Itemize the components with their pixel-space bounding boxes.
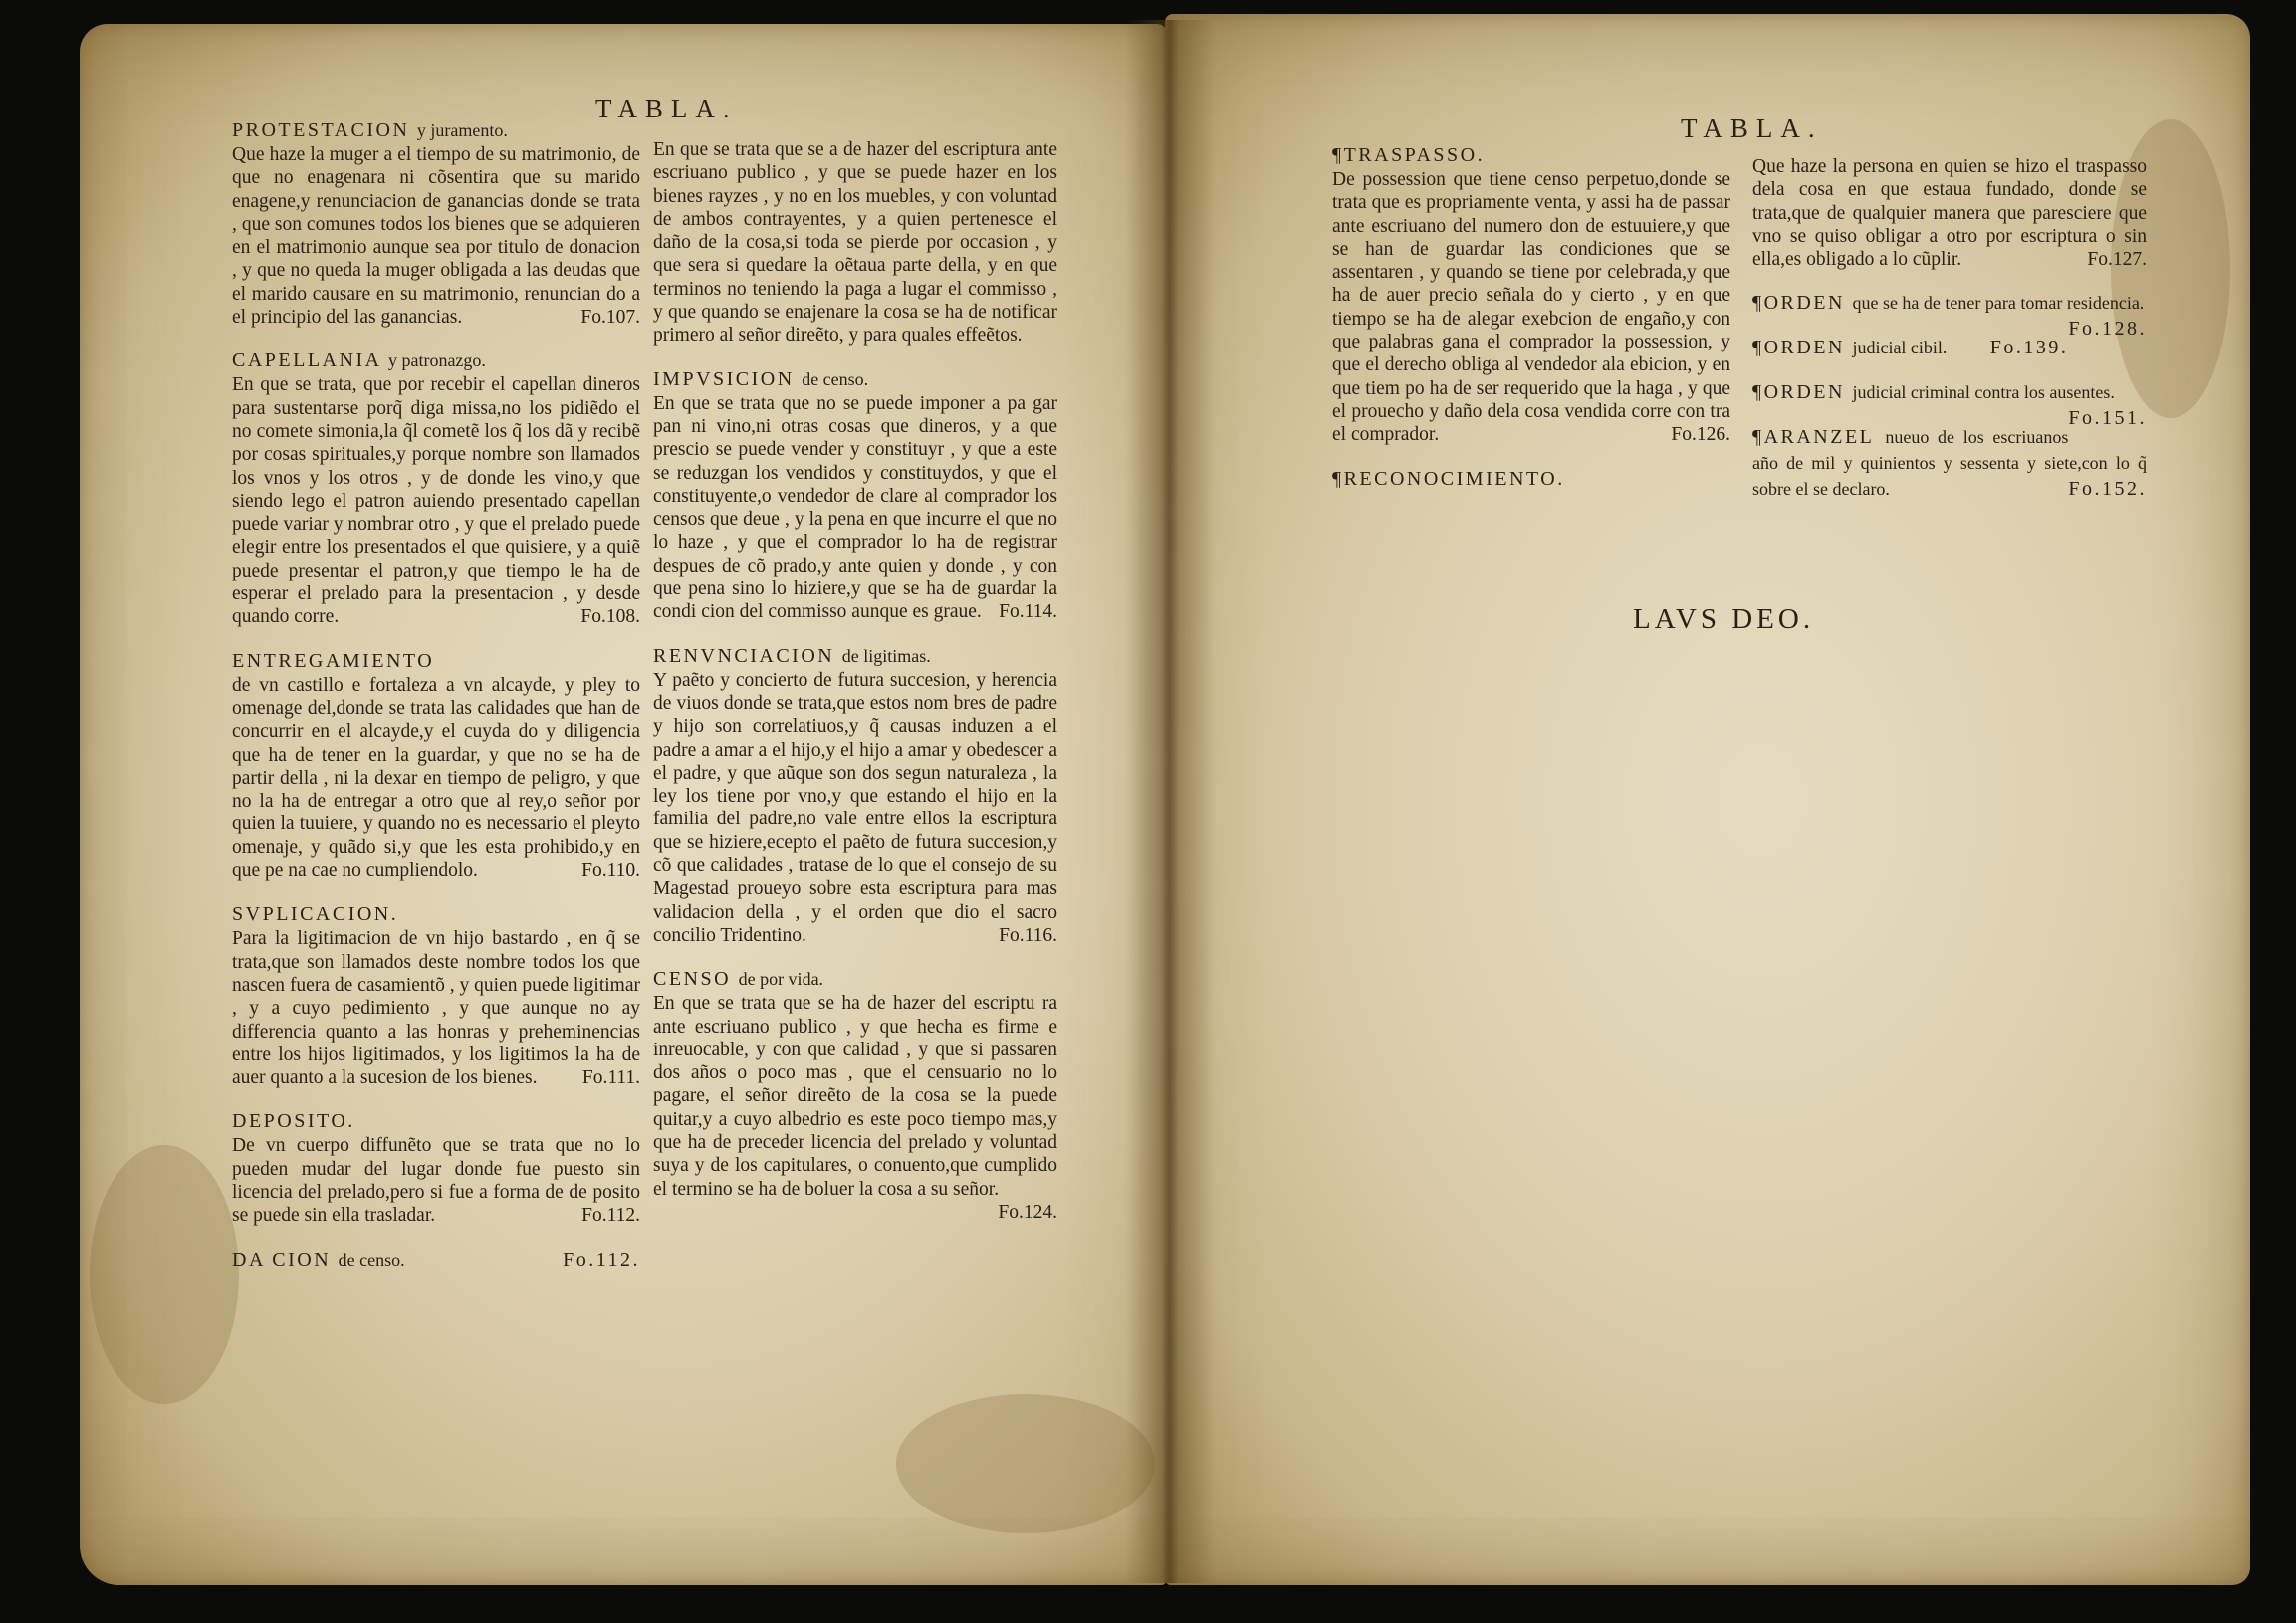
entry-heading [1332,466,1730,492]
entry-body: En que se trata que no se puede imponer a pa gar pan ni vino,ni otras cosas que dineros, y a que prescio se puede vender y constituyr , y que a este se reduzgan los vendidos y constituydos, y que el constituyente,o vendedor de clare al comprador los censos que deue , y la pena en que incurre el que no lo haze , y que el comprador lo ha de registrar despues de cõ prado,y ante quien y donde , y con que pena sino lo hiziere,y que se ha de guardar la condi cion del commisso aunque es graue. [653,392,1057,623]
age-stain [896,1394,1155,1533]
folio-reference: Fo.139. [1989,337,2069,359]
entry-text [1332,168,1730,447]
entry-title: ¶ORDEN [1752,381,1845,404]
folio-reference: Fo.111. [581,1067,640,1089]
entry-heading [232,1108,640,1134]
index-entry [232,901,640,1089]
entry-subtitle: de ligitimas. [841,645,931,666]
book-gutter [1125,20,1215,1583]
index-entry [232,1108,640,1227]
left-column-2 [653,138,1057,1224]
entry-text [232,143,640,329]
entry-title: ENTREGAMIENTO [232,649,435,672]
entry-heading [232,117,640,143]
folio-reference: Fo.107. [580,307,640,329]
entry-title: DEPOSITO. [232,1110,355,1133]
right-column-1 [1332,142,1730,511]
entry-text [232,927,640,1089]
index-entry [232,348,640,628]
entry-body: De possession que tiene censo perpetuo,donde se trata que es propriamente venta, y assi ha de passar ante escriuano del numero don de estuuiere,y que se han de guardar las condiciones que se assentaren , y quando se tiene por celebrada,y que ha de auer precio señala do y cierto , y en que tiempo se ha de alegar exebcion de engaño,y con que palabras gana el comprador la possession, y que el derecho obliga al vendedor ala ebicion, y en que tiem po ha de ser requerido que la haga , y que el prouecho y daño dela cosa vendida corre con tra el comprador. [1332,169,1730,446]
entry-subtitle: y patronazgo. [387,350,486,371]
entry-text [653,138,1057,348]
entry-heading [232,348,640,373]
entry-text [232,1134,640,1227]
entry-body: Para la ligitimacion de vn hijo bastardo , en q̃ se trata,que son llamados deste nombre todos los que nascen fuera de casamientõ , y quien puede ligitimar , y a cuyo pedimiento , y que aunque no ay differencia quanto a las honras y preheminencias entre los hijos ligitimados, y los ligitimos la ha de auer quanto a la sucesion de los bienes. [232,928,640,1089]
entry-heading [232,901,640,927]
entry-title: ¶TRASPASSO. [1332,144,1486,166]
index-entry [232,648,640,883]
entry-text [653,392,1057,624]
entry-text [653,669,1057,948]
entry-subtitle: de por vida. [738,969,824,990]
index-entry [1752,155,2147,271]
entry-title: ¶ORDEN [1752,292,1845,315]
index-entry [1752,290,2147,341]
left-column-1 [232,117,640,1291]
folio-reference: Fo.127. [2087,249,2147,271]
entry-heading [653,966,1057,992]
entry-title: ¶RECONOCIMIENTO. [1332,467,1565,490]
entry-subtitle: judicial criminal contra los ausentes. [1852,382,2115,403]
folio-reference: Fo.116. [999,924,1057,946]
age-stain [90,1145,239,1404]
folio-reference: Fo.112. [563,1248,640,1271]
entry-title: RENVNCIACION [653,644,835,667]
left-page-header: TABLA. [595,94,738,123]
index-entry [653,366,1057,624]
entry-text [232,674,640,883]
entry-text [232,373,640,628]
index-entry [232,1247,640,1273]
entry-subtitle: judicial cibil. [1852,338,1948,358]
index-entry [1332,142,1730,447]
entry-title: ¶ARANZEL [1752,426,1874,449]
index-entry [1752,379,2147,430]
entry-title: PROTESTACION [232,119,410,141]
folio-reference: Fo.151. [2068,407,2147,430]
entry-heading [232,1247,640,1273]
entry-subtitle: que se ha de tener para tomar residencia. [1852,293,2145,314]
entry-title: SVPLICACION. [232,903,399,926]
entry-heading [1752,424,2147,502]
entry-heading [232,648,640,674]
folio-reference: Fo.152. [2068,478,2147,501]
entry-subtitle: y juramento. [416,120,508,140]
entry-body: Y paẽto y concierto de futura succesion, y herencia de viuos donde se trata,que estos nom bres de padre y hijo son correlatiuos,y q̃ causas induzen a el padre a amar a el hijo,y el hijo a amar y obedescer a el padre, y que aũque son dos segun naturaleza , la ley los tiene por vno,y que estando el hijo en la familia del padre,no vale entre ellos la escriptura que se hiziere,ecepto el paẽto de futura succesion,y cõ que calidades , tratase de lo que el consejo de su Magestad proueyo sobre esta escriptura para mas validacion della , y el orden que dio el sacro concilio Tridentino. [653,669,1057,946]
right-column-2 [1752,155,2147,521]
entry-heading [1332,142,1730,168]
entry-title: IMPVSICION [653,367,795,390]
entry-body: De vn cuerpo diffunẽto que se trata que no lo pueden mudar del lugar donde fue puesto sin licencia del prelado,pero si fue a forma de de posito se puede sin ella trasladar. [232,1135,640,1227]
closing-laus-deo: LAVS DEO. [1633,603,1815,635]
folio-reference: Fo.110. [581,860,640,882]
entry-body: Que haze la muger a el tiempo de su matrimonio, de que no enagenara ni cõsentira que su marido enagene,y renunciacion de ganancias donde se trata , que son comunes todos los bienes que se adquieren en el matrimonio aunque sea por titulo de donacion , y que no queda la muger obligada a las deudas que el marido causare en su matrimonio, renuncian do a el principio del las ganancias. [232,144,640,329]
folio-reference: Fo.112. [581,1205,640,1227]
folio-reference: Fo.108. [580,606,640,628]
entry-title: ¶ORDEN [1752,337,1845,359]
folio-reference: Fo.128. [2068,318,2147,341]
entry-text [1752,155,2147,271]
folio-reference: Fo.114. [999,601,1057,623]
entry-body: Que haze la persona en quien se hizo el traspasso dela cosa en que estaua fundado, donde se trata,que de qualquier manera que paresciere que vno se quiso obligar a otro por escriptura o sin ella,es obligado a lo cũplir. [1752,156,2147,271]
index-entry [1332,466,1730,492]
entry-body: En que se trata que se ha de hazer del escriptu ra ante escriuano publico , y que hecha es firme e inreuocable, y con que calidad , y que si passaren dos años o poco mas , que el censuario no lo pagare, el señor direẽto de la cosa se la puede quitar,y a cuyo albedrio es este poco tiempo mas,y que ha de preceder licencia del prelado y voluntad suya y de los capitulares, o conuento,que cumplido el termino se ha de boluer la cosa a su señor. [653,993,1057,1200]
entry-title: DA CION [232,1248,332,1271]
entry-title: CAPELLANIA [232,349,381,372]
entry-body: En que se trata que se a de hazer del escriptura ante escriuano publico , y que se puede hazer en los bienes rayzes , y no en los muebles, y con voluntad de ambos contrayentes, y a quien pertenesce el daño de la cosa,si toda se pierde por occasion , y que sera si quedare la oẽtaua parte della, y en que terminos no teniendo la paga a lugar el commisso , y que quando se enajenare la cosa se ha de notificar primero al señor direẽto, y para quales effeẽtos. [653,139,1057,347]
entry-subtitle: de censo. [802,368,869,389]
index-entry [232,117,640,329]
index-entry [653,966,1057,1223]
entry-heading [1752,290,2147,341]
index-entry [653,138,1057,348]
index-entry [1752,424,2147,502]
entry-body: En que se trata, que por recebir el capellan dineros para sustentarse porq̃ diga missa,no los pidiẽdo el no comete simonia,la q̃l cometẽ los q̃ los dã y recibẽ por cosas spirituales,y porque nombre son llamados los vnos y los otros , y de donde les vino,y que siendo lego el patron auiendo presentado capellan puede variar y nombrar otro , y que el prelado puede elegir entre los presentados el que quisiere, y a quiẽ puede presentar el patron,y que tiempo le ha de esperar el prelado para la presentacion , y desde quando corre. [232,374,640,628]
index-entry [653,643,1057,948]
entry-title: CENSO [653,968,732,991]
entry-subtitle: nueuo de los escriuanos año de mil y quinientos y sessenta y siete,con lo q̃ sobre el se declaro. [1752,427,2147,500]
entry-heading [1752,379,2147,430]
right-page-header: TABLA. [1681,114,1823,143]
folio-reference: Fo.126. [1671,424,1730,446]
entry-text [653,992,1057,1223]
entry-heading [653,643,1057,669]
folio-reference: Fo.124. [998,1201,1057,1223]
entry-heading [653,366,1057,392]
entry-subtitle: de censo. [338,1249,405,1270]
entry-body: de vn castillo e fortaleza a vn alcayde, y pley to omenage del,donde se trata las calidades que han de concurrir en el alcayde,y el cuyda do y diligencia que ha de tener en la guardar, y que no se ha de partir della , ni la dexar en tiempo de peligro, y que no la ha de entregar a otro que al rey,o señor por quien la tuuiere, y quando no es necessario el pleyto omenaje, y quãdo si,y que les esta prohibido,y en que pe na cae no cumpliendolo. [232,674,640,882]
